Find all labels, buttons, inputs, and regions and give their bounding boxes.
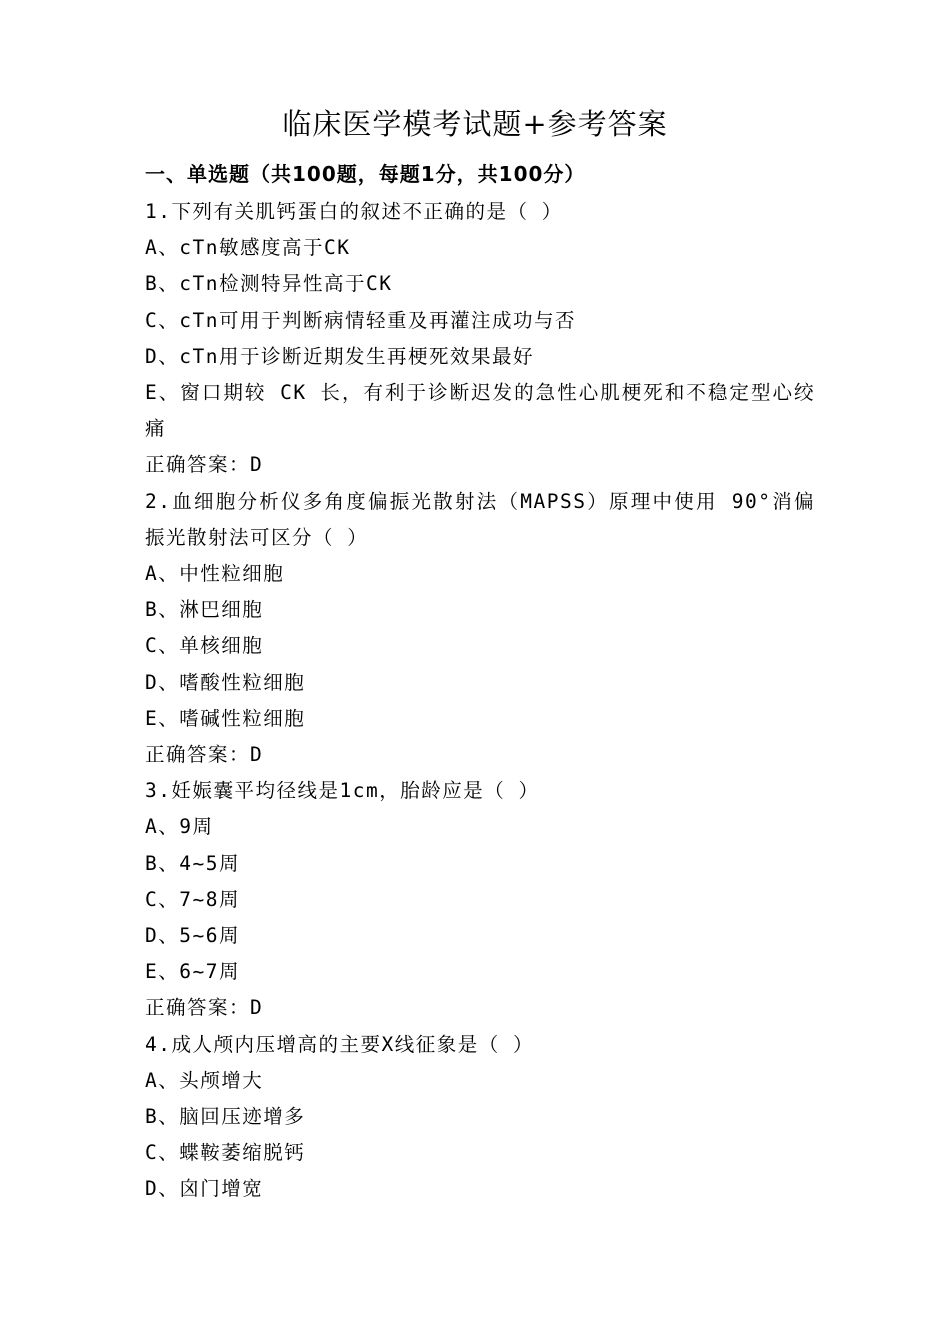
option-a: A、中性粒细胞 <box>145 562 285 586</box>
option-b: B、cTn检测特异性高于CK <box>145 272 393 296</box>
option-a: A、cTn敏感度高于CK <box>145 236 351 260</box>
option-a: A、头颅增大 <box>145 1068 264 1092</box>
option-c: C、单核细胞 <box>145 634 264 658</box>
option-d: D、cTn用于诊断近期发生再梗死效果最好 <box>145 344 534 368</box>
option-a: A、9周 <box>145 815 214 839</box>
option-c: C、cTn可用于判断病情轻重及再灌注成功与否 <box>145 308 576 332</box>
option-e: E、6~7周 <box>145 960 240 984</box>
question-stem: 4.成人颅内压增高的主要X线征象是（ ） <box>145 1032 534 1056</box>
option-e: E、窗口期较 CK 长，有利于诊断迟发的急性心肌梗死和不稳定型心绞痛 <box>145 381 815 441</box>
correct-answer: 正确答案：D <box>145 453 264 477</box>
question-block-4 <box>145 1027 815 1208</box>
option-b: B、淋巴细胞 <box>145 598 264 622</box>
option-b: B、脑回压迹增多 <box>145 1105 306 1129</box>
question-block-2 <box>145 484 815 774</box>
option-e: E、嗜碱性粒细胞 <box>145 706 306 730</box>
correct-answer: 正确答案：D <box>145 743 264 767</box>
option-c: C、蝶鞍萎缩脱钙 <box>145 1141 306 1165</box>
question-list <box>145 194 815 1208</box>
section-heading: 一、单选题（共100题，每题1分，共100分） <box>145 162 586 186</box>
question-block-3 <box>145 773 815 1026</box>
question-stem: 1.下列有关肌钙蛋白的叙述不正确的是（ ） <box>145 200 563 223</box>
correct-answer: 正确答案：D <box>145 996 264 1020</box>
option-d: D、5~6周 <box>145 924 240 948</box>
question-block-1 <box>145 194 815 484</box>
document-title: 临床医学模考试题+参考答案 <box>282 107 668 141</box>
option-c: C、7~8周 <box>145 887 240 911</box>
question-stem: 3.妊娠囊平均径线是1cm，胎龄应是（ ） <box>145 779 540 803</box>
option-b: B、4~5周 <box>145 851 240 875</box>
option-d: D、嗜酸性粒细胞 <box>145 670 306 694</box>
question-stem: 2.血细胞分析仪多角度偏振光散射法（MAPSS）原理中使用 90°消偏振光散射法可区分（ ） <box>145 489 815 549</box>
option-d: D、囟门增宽 <box>145 1177 264 1201</box>
